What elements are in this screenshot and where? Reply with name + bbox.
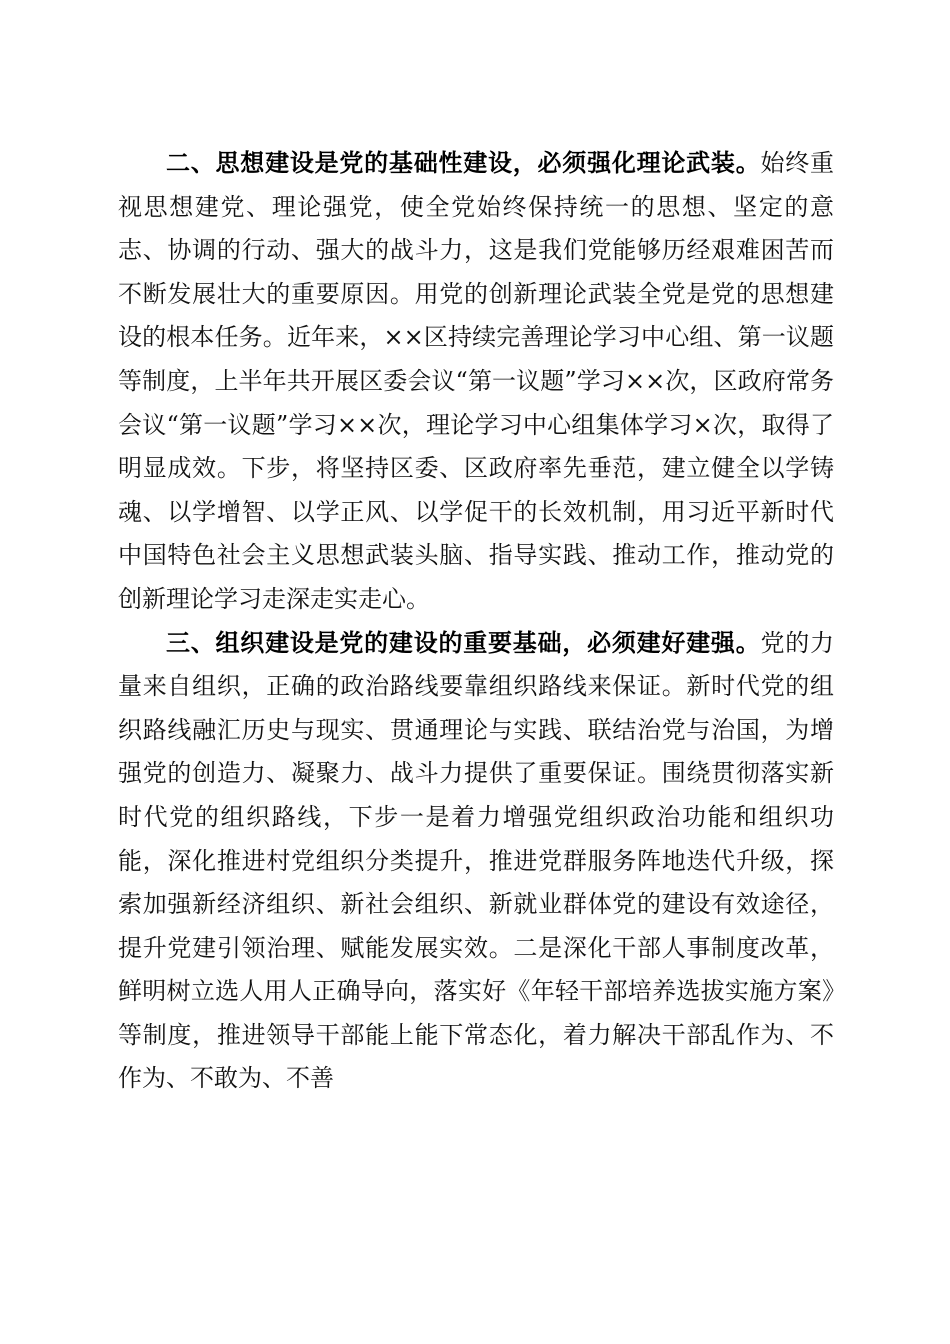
document-body <box>118 142 834 1101</box>
paragraph-ideological-building <box>118 142 834 622</box>
paragraph-organizational-building <box>118 622 834 1102</box>
paragraph-heading: 二、思想建设是党的基础性建设，必须强化理论武装。 <box>166 149 761 177</box>
paragraph-heading: 三、组织建设是党的建设的重要基础，必须建好建强。 <box>166 628 761 657</box>
paragraph-text: 始终重视思想建党、理论强党，使全党始终保持统一的思想、坚定的意志、协调的行动、强大的战斗力，这是我们党能够历经艰难困苦而不断发展壮大的重要原因。用党的创新理论武装全党是党的思想建设的根本任务。近年来，××区持续完善理论学习中心组、第一议题等制度，上半年共开展区委会议“第一议题”学习××次，区政府常务会议“第一议题”学习××次，理论学习中心组集体学习×次，取得了明显成效。下步，将坚持区委、区政府率先垂范，建立健全以学铸魂、以学增智、以学正风、以学促干的长效机制，用习近平新时代中国特色社会主义思想武装头脑、指导实践、推动工作，推动党的创新理论学习走深走实走心。 <box>118 149 835 613</box>
paragraph-text: 党的力量来自组织，正确的政治路线要靠组织路线来保证。新时代党的组织路线融汇历史与现实、贯通理论与实践、联结治党与治国，为增强党的创造力、凝聚力、战斗力提供了重要保证。围绕贯彻落实新时代党的组织路线，下步一是着力增强党组织政治功能和组织功能，深化推进村党组织分类提升，推进党群服务阵地迭代升级，探索加强新经济组织、新社会组织、新就业群体党的建设有效途径，提升党建引领治理、赋能发展实效。二是深化干部人事制度改革，鲜明树立选人用人正确导向，落实好《年轻干部培养选拔实施方案》等制度，推进领导干部能上能下常态化，着力解决干部乱作为、不作为、不敢为、不善 <box>118 628 835 1093</box>
